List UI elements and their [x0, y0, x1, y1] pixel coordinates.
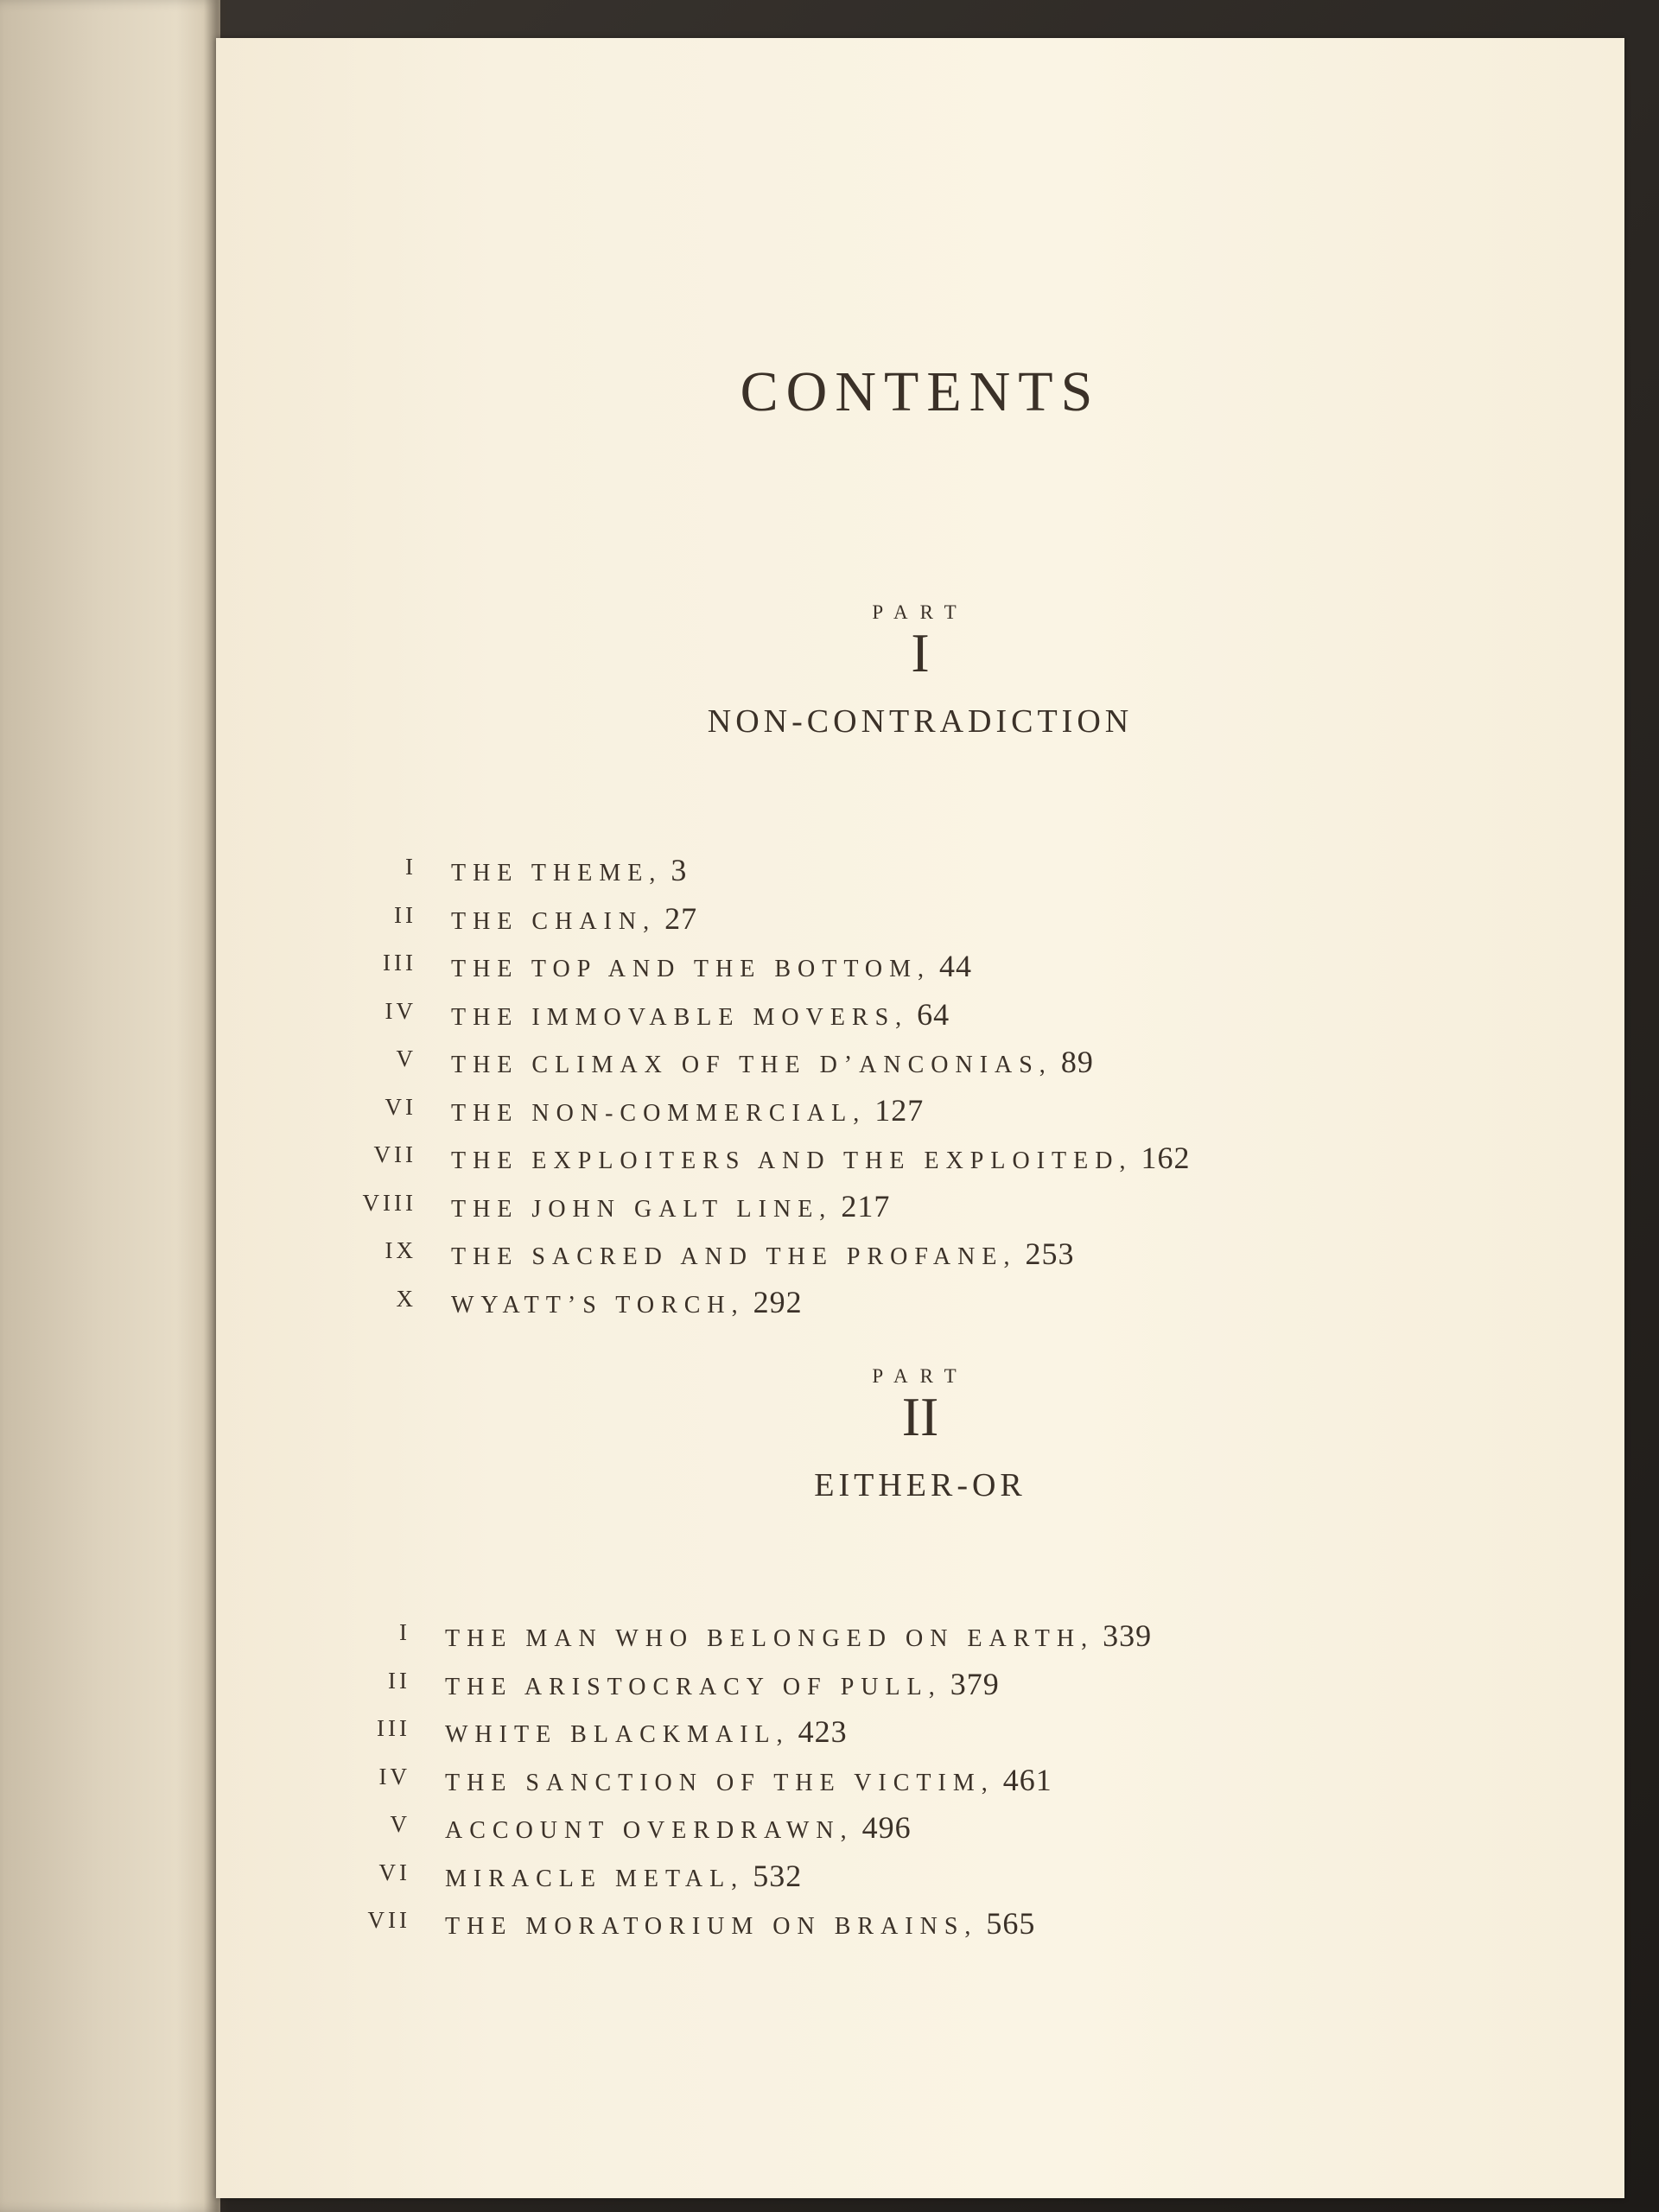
part-name: EITHER-OR [814, 1467, 1027, 1504]
chapter-page: 27 [664, 900, 698, 936]
chapter-title [445, 1905, 1035, 1942]
chapter-page: 127 [874, 1092, 925, 1128]
chapter-number: IV [385, 997, 416, 1024]
chapter-page: 217 [841, 1188, 891, 1224]
chapter-page: 532 [753, 1858, 803, 1893]
chapter-title-text: ACCOUNT OVERDRAWN, [445, 1817, 854, 1844]
chapter-title [451, 1140, 1190, 1176]
chapter-title-text: WHITE BLACKMAIL, [445, 1721, 790, 1748]
chapter-number: IX [385, 1237, 416, 1263]
page-title: CONTENTS [740, 360, 1101, 423]
chapter-title [451, 1284, 803, 1320]
chapter-page: 3 [671, 853, 688, 887]
chapter-title-text: THE MORATORIUM ON BRAINS, [445, 1913, 978, 1940]
chapter-title-text: THE MAN WHO BELONGED ON EARTH, [445, 1625, 1095, 1652]
chapter-title [451, 948, 972, 984]
chapter-number: III [383, 950, 416, 976]
chapter-title-text: THE THEME, [451, 860, 663, 887]
chapter-title-text: THE SACRED AND THE PROFANE, [451, 1243, 1017, 1270]
chapter-number: II [388, 1667, 410, 1694]
chapter-number: VII [373, 1141, 416, 1167]
part-numeral: I [911, 622, 930, 683]
chapter-page: 423 [798, 1714, 848, 1749]
chapter-number: VI [378, 1859, 410, 1885]
chapter-page: 339 [1103, 1618, 1153, 1653]
chapter-page: 44 [939, 949, 973, 983]
chapter-title [451, 1188, 890, 1224]
chapter-title [451, 900, 697, 937]
chapter-number: V [396, 1046, 416, 1071]
chapter-number: VII [367, 1907, 410, 1933]
chapter-title-text: THE CHAIN, [451, 907, 657, 935]
part-label: PART [872, 1365, 969, 1387]
chapter-number: X [396, 1285, 416, 1312]
chapter-title [451, 1044, 1094, 1080]
chapter-page: 162 [1141, 1141, 1191, 1175]
chapter-title [451, 852, 687, 888]
chapter-title-text: THE IMMOVABLE MOVERS, [451, 1003, 909, 1031]
part-numeral: II [901, 1386, 939, 1447]
chapter-title-text: THE TOP AND THE BOTTOM, [451, 956, 931, 982]
chapter-title-text: THE SANCTION OF THE VICTIM, [445, 1769, 995, 1796]
part-name: NON-CONTRADICTION [707, 703, 1134, 741]
chapter-number: I [405, 854, 416, 880]
chapter-number: II [394, 901, 416, 928]
chapter-page: 253 [1025, 1236, 1075, 1271]
chapter-title-text: THE CLIMAX OF THE D’ANCONIAS, [451, 1052, 1052, 1078]
chapter-page: 292 [753, 1284, 803, 1319]
chapter-page: 379 [950, 1666, 1000, 1701]
chapter-title [445, 1666, 1000, 1702]
chapter-title [445, 1762, 1052, 1798]
part-heading-2 [216, 1365, 1624, 1504]
chapter-number: VI [385, 1093, 416, 1120]
chapter-title-text: THE JOHN GALT LINE, [451, 1195, 833, 1223]
chapter-title-text: THE EXPLOITERS AND THE EXPLOITED, [451, 1147, 1133, 1174]
chapter-title-text: THE NON-COMMERCIAL, [451, 1099, 867, 1127]
facing-page-edge [0, 0, 220, 2212]
chapter-title [445, 1713, 848, 1750]
chapter-page: 64 [917, 996, 950, 1032]
chapter-number: I [399, 1619, 410, 1645]
chapter-page: 461 [1002, 1762, 1052, 1797]
chapter-page: 565 [986, 1906, 1036, 1941]
chapter-title [445, 1858, 802, 1894]
chapter-number: VIII [362, 1189, 416, 1216]
chapter-number: IV [378, 1763, 410, 1789]
chapter-title [451, 1236, 1074, 1272]
chapter-title [445, 1809, 912, 1846]
part-heading-1 [216, 601, 1624, 741]
chapter-title [445, 1618, 1152, 1654]
chapter-title [451, 996, 950, 1033]
chapter-page: 496 [861, 1810, 912, 1845]
part-label: PART [872, 601, 969, 623]
chapter-title-text: THE ARISTOCRACY OF PULL, [445, 1673, 942, 1700]
chapter-number: III [377, 1715, 410, 1741]
chapter-title-text: WYATT’S TORCH, [451, 1291, 745, 1319]
chapter-title-text: MIRACLE METAL, [445, 1865, 745, 1892]
chapter-title [451, 1092, 924, 1128]
chapter-number: V [390, 1811, 410, 1837]
chapter-page: 89 [1060, 1045, 1094, 1079]
contents-page [216, 38, 1624, 2198]
